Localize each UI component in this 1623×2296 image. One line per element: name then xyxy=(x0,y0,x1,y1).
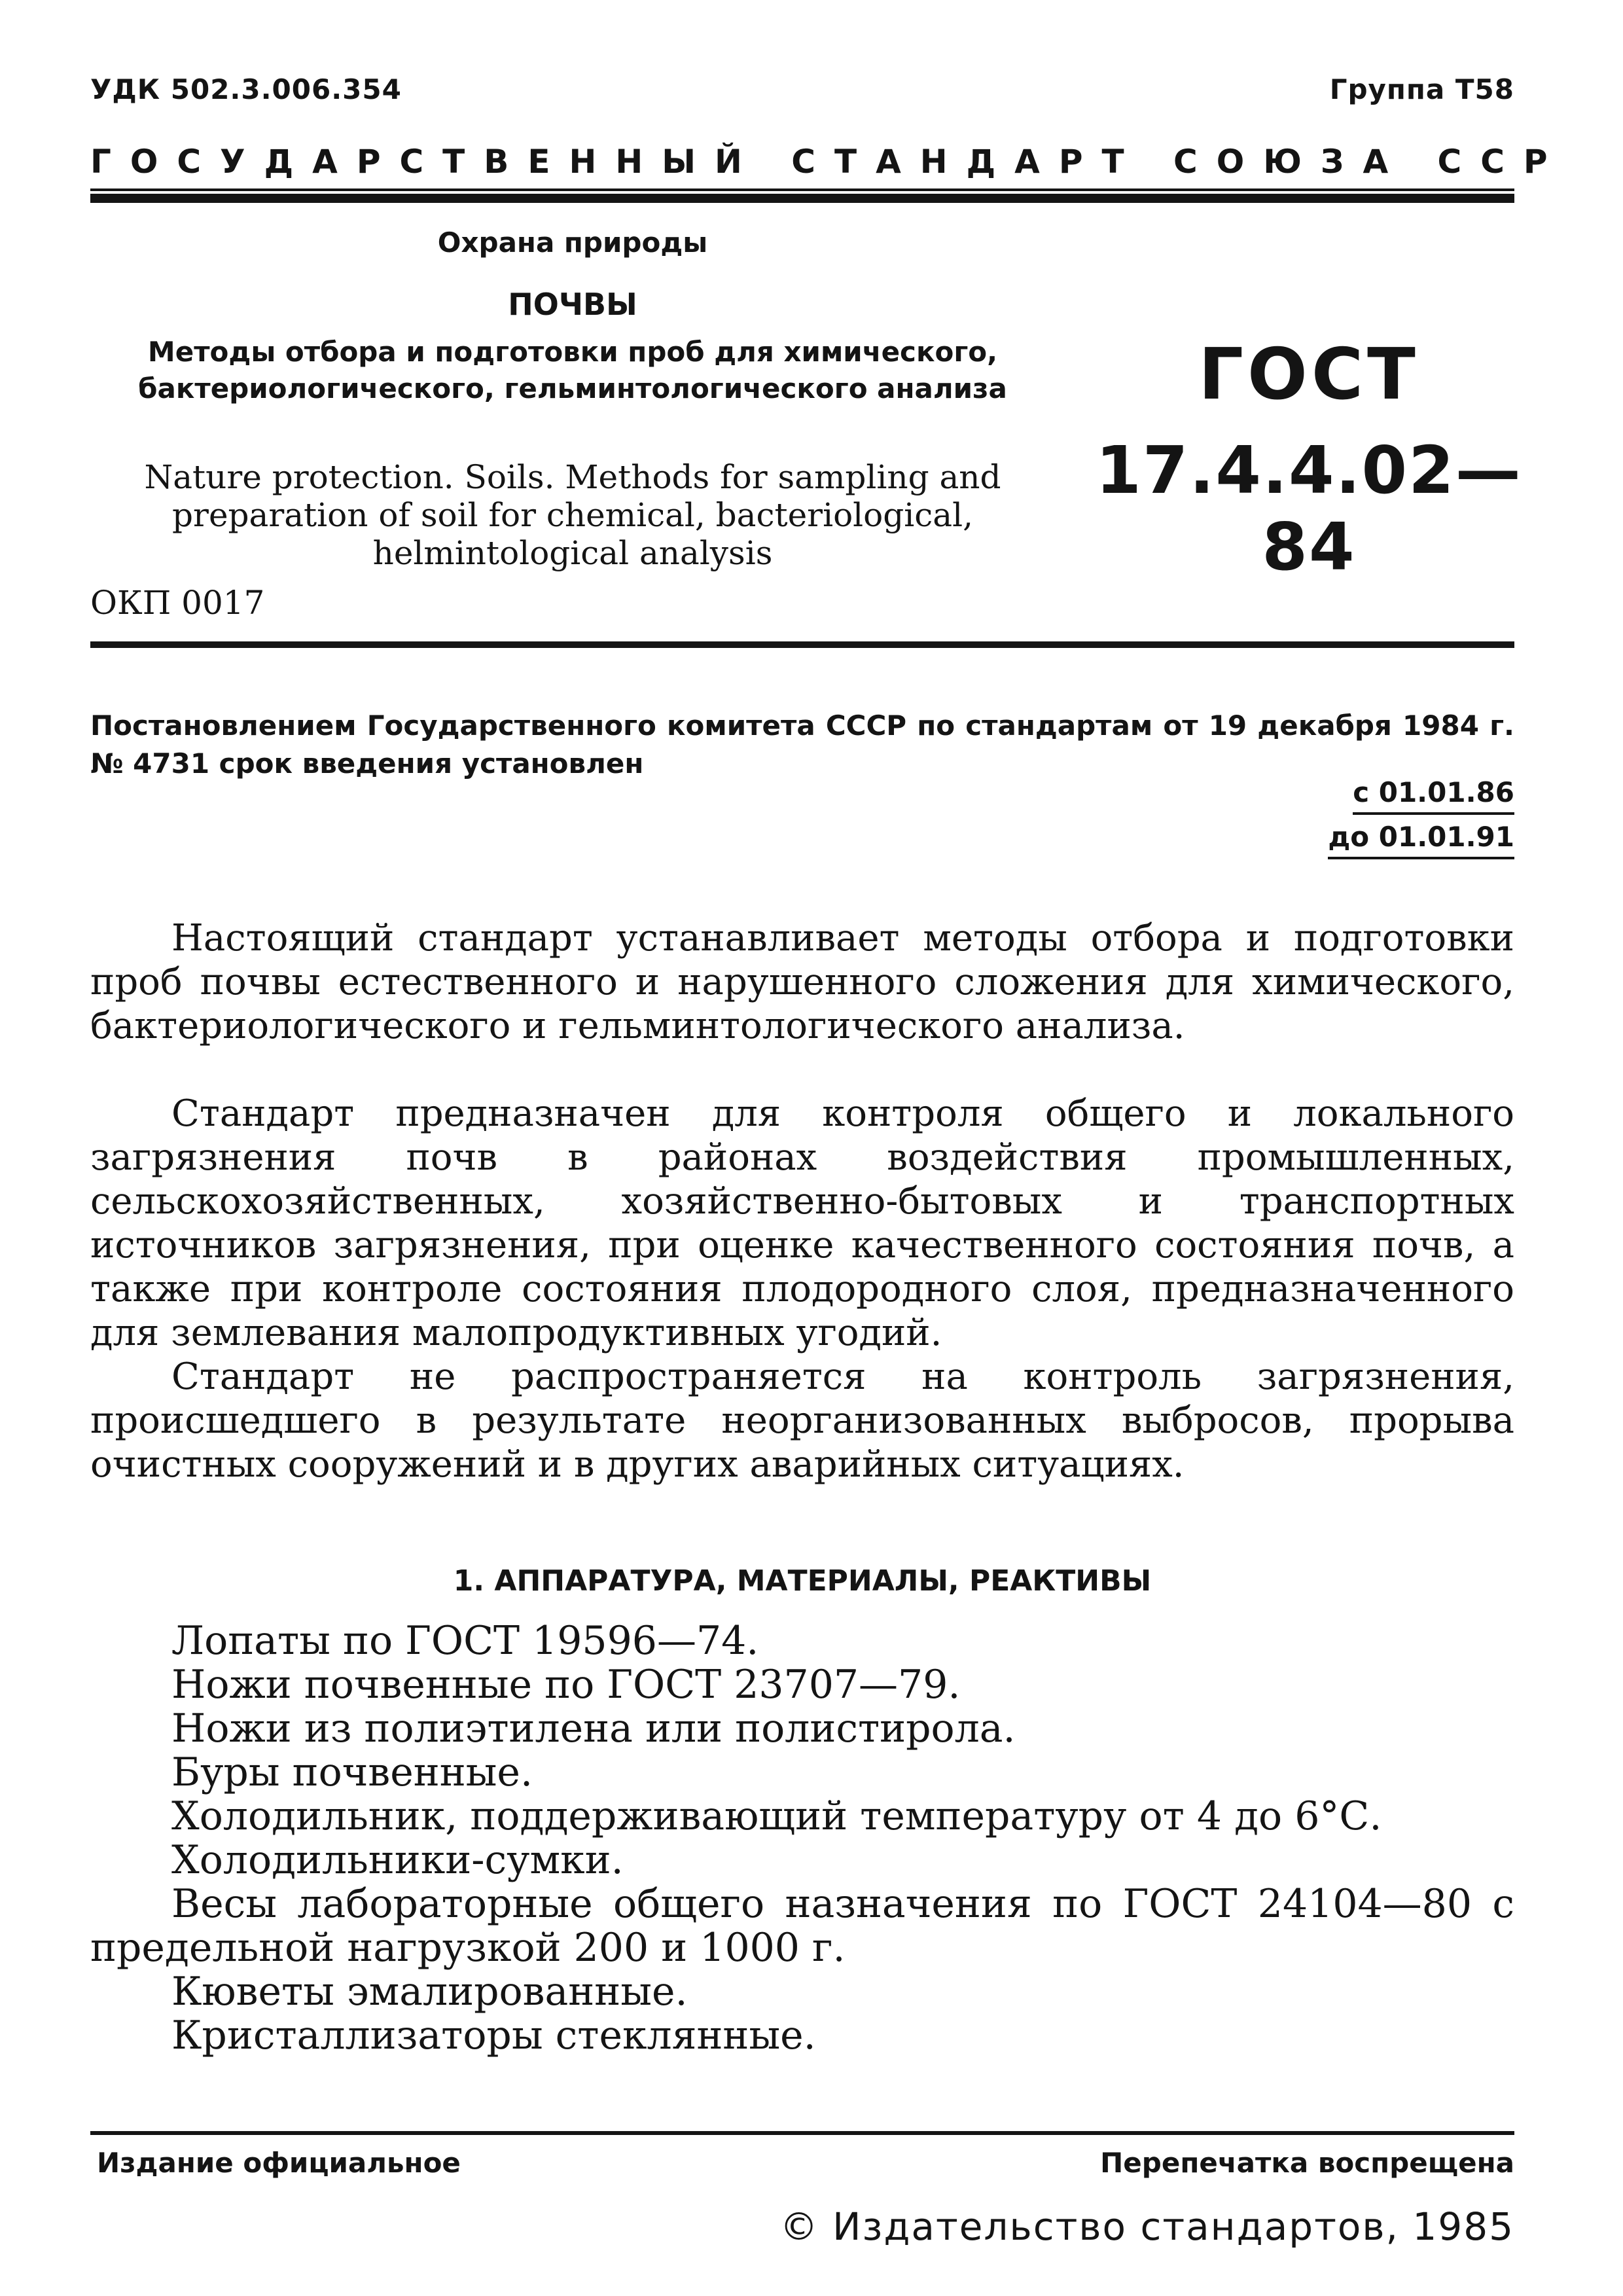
reprint-note: Перепечатка воспрещена xyxy=(1100,2147,1514,2179)
list-item: Ножи из полиэтилена или полистирола. xyxy=(171,1706,1016,1751)
list-item: Кристаллизаторы стеклянные. xyxy=(171,2013,816,2058)
list-item: Холодильник, поддерживающий температуру от 4 до 6°С. xyxy=(171,1793,1382,1839)
list-item: Весы лабораторные общего назначения по ГОСТ 24104—80 с предельной нагрузкой 200 и 1000 г. xyxy=(90,1881,1514,1971)
list-item: Буры почвенные. xyxy=(171,1749,533,1795)
okp-code: ОКП 0017 xyxy=(90,584,265,622)
top-rule-thick xyxy=(90,194,1514,203)
document-title: ПОЧВЫ xyxy=(508,287,637,322)
udk-code: УДК 502.3.006.354 xyxy=(90,73,402,105)
edition-note: Издание официальное xyxy=(97,2147,461,2179)
list-item: Лопаты по ГОСТ 19596—74. xyxy=(171,1618,759,1664)
gost-label: ГОСТ xyxy=(1198,334,1419,416)
body-paragraph-exclusions: Стандарт не распространяется на контроль загрязнения, происшедшего в результате неорганизованных выбросов, прорыва очистных сооружений и в других аварийных ситуациях. xyxy=(90,1355,1514,1486)
subject-heading: Охрана природы xyxy=(437,226,708,259)
document-subtitle: Методы отбора и подготовки проб для химического, бактериологического, гельминтологического анализа xyxy=(138,336,1007,404)
publisher-copyright: © Издательство стандартов, 1985 xyxy=(779,2204,1514,2249)
decree-text: Постановлением Государственного комитета СССР по стандартам от 19 декабря 1984 г. № 4731 срок введения установлен xyxy=(90,709,1514,780)
body-paragraph-scope: Настоящий стандарт устанавливает методы отбора и подготовки проб почвы естественного и нарушенного сложения для химического, бактериологического и гельминтологического анализа. xyxy=(90,917,1514,1047)
group-code: Группа Т58 xyxy=(1329,73,1514,105)
body-paragraph-purpose: Стандарт предназначен для контроля общего и локального загрязнения почв в районах воздействия промышленных, сельскохозяйственных, хозяйственно-бытовых и транспортных источников загрязнения, при оценке качественного состояния почв, а также при контроле состояния плодородного слоя, предназначенного для землевания малопродуктивных угодий. xyxy=(90,1092,1514,1354)
top-rule-thin xyxy=(90,188,1514,191)
footer-divider xyxy=(90,2131,1514,2135)
section-heading: 1. АППАРАТУРА, МАТЕРИАЛЫ, РЕАКТИВЫ xyxy=(453,1564,1152,1598)
equipment-list xyxy=(90,1619,1514,2058)
gost-number: 17.4.4.02—84 xyxy=(1096,432,1522,585)
effective-date-from: с 01.01.86 xyxy=(1353,776,1514,815)
document-subtitle-english: Nature protection. Soils. Methods for sampling and preparation of soil for chemical, bacteriological, helmintological analysis xyxy=(144,458,1001,572)
list-item: Кюветы эмалированные. xyxy=(171,1969,688,2015)
header-divider xyxy=(90,641,1514,648)
list-item: Ножи почвенные по ГОСТ 23707—79. xyxy=(171,1662,961,1708)
state-standard-banner: ГОСУДАРСТВЕННЫЙ СТАНДАРТ СОЮЗА ССР xyxy=(90,143,1567,181)
list-item: Холодильники-сумки. xyxy=(171,1837,624,1883)
effective-date-to: до 01.01.91 xyxy=(1328,821,1514,859)
